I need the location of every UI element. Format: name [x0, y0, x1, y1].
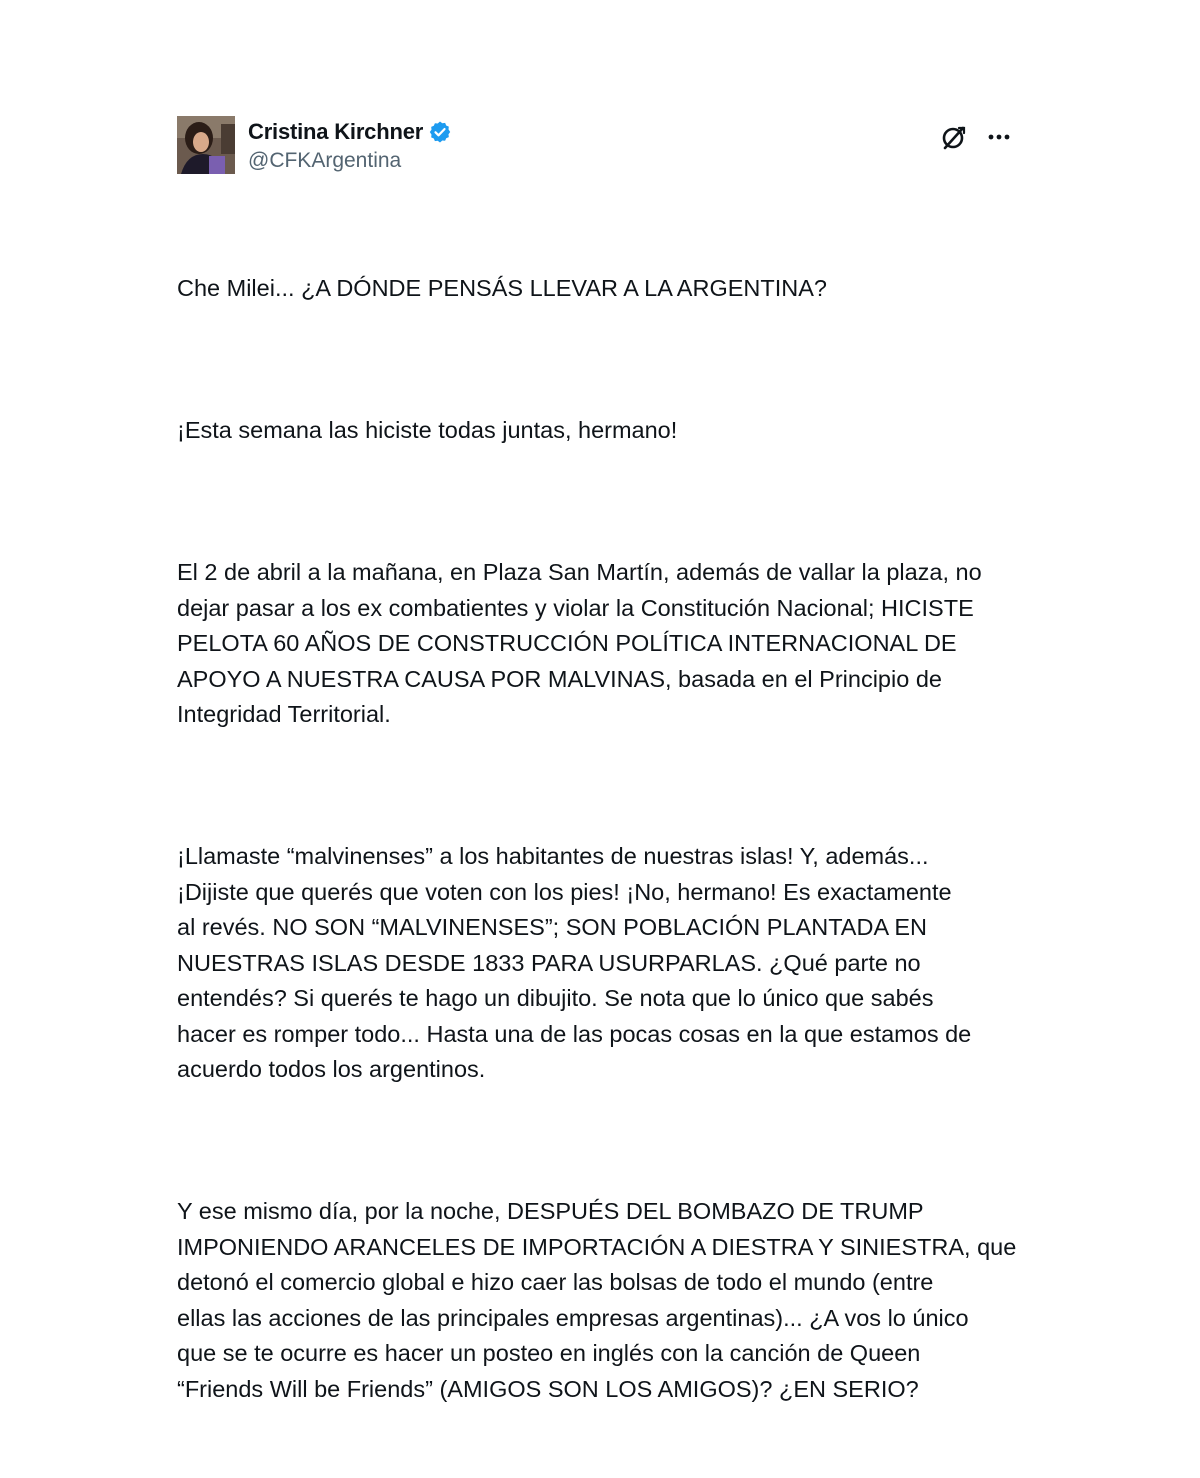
author-names — [248, 118, 452, 173]
author-display-name[interactable]: Cristina Kirchner — [248, 119, 424, 144]
tweet-paragraph: ¡Esta semana las hiciste todas juntas, hermano! — [177, 417, 678, 443]
author-handle[interactable]: @CFKArgentina — [248, 149, 402, 172]
tweet-card — [177, 112, 1027, 1478]
tweet-text — [177, 200, 1027, 1478]
avatar-image — [177, 116, 235, 174]
more-options-icon[interactable] — [985, 122, 1015, 152]
tweet-paragraph: Y ese mismo día, por la noche, DESPUÉS DEL BOMBAZO DE TRUMP IMPONIENDO ARANCELES DE IMPORTACIÓN A DIESTRA Y SINIESTRA, que detonó el comercio global e hizo caer las bolsas de todo el mundo (entre ellas las acciones de las principales empresas argentinas)... ¿A vos lo único que se te ocurre es hacer un posteo en inglés con la canción de Queen “Friends Will be Friends” (AMIGOS SON LOS AMIGOS)? ¿EN SERIO? — [177, 1198, 1017, 1402]
tweet-paragraph: El 2 de abril a la mañana, en Plaza San Martín, además de vallar la plaza, no dejar pasar a los ex combatientes y violar la Constitución Nacional; HICISTE PELOTA 60 AÑOS DE CONSTRUCCIÓN POLÍTICA INTERNACIONAL DE APOYO A NUESTRA CAUSA POR MALVINAS, basada en el Principio de Integridad Territorial. — [177, 559, 982, 727]
display-name-row — [248, 118, 452, 146]
avatar[interactable] — [177, 116, 235, 174]
tweet-paragraph: ¡Llamaste “malvinenses” a los habitantes de nuestras islas! Y, además... ¡Dijiste que querés que voten con los pies! ¡No, hermano! Es exactamente al revés. NO SON “MALVINENSES”; SON POBLACIÓN PLANTADA EN NUESTRAS ISLAS DESDE 1833 PARA USURPARLAS. ¿Qué parte no entendés? Si querés te hago un dibujito. Se nota que lo único que sabés hacer es romper todo... Hasta una de las pocas cosas en la que estamos de acuerdo todos los argentinos. — [177, 843, 972, 1082]
tweet-header — [177, 112, 1027, 180]
verified-badge-icon — [428, 120, 452, 144]
tweet-paragraph: Che Milei... ¿A DÓNDE PENSÁS LLEVAR A LA ARGENTINA? — [177, 275, 827, 301]
grok-icon[interactable] — [939, 122, 969, 152]
